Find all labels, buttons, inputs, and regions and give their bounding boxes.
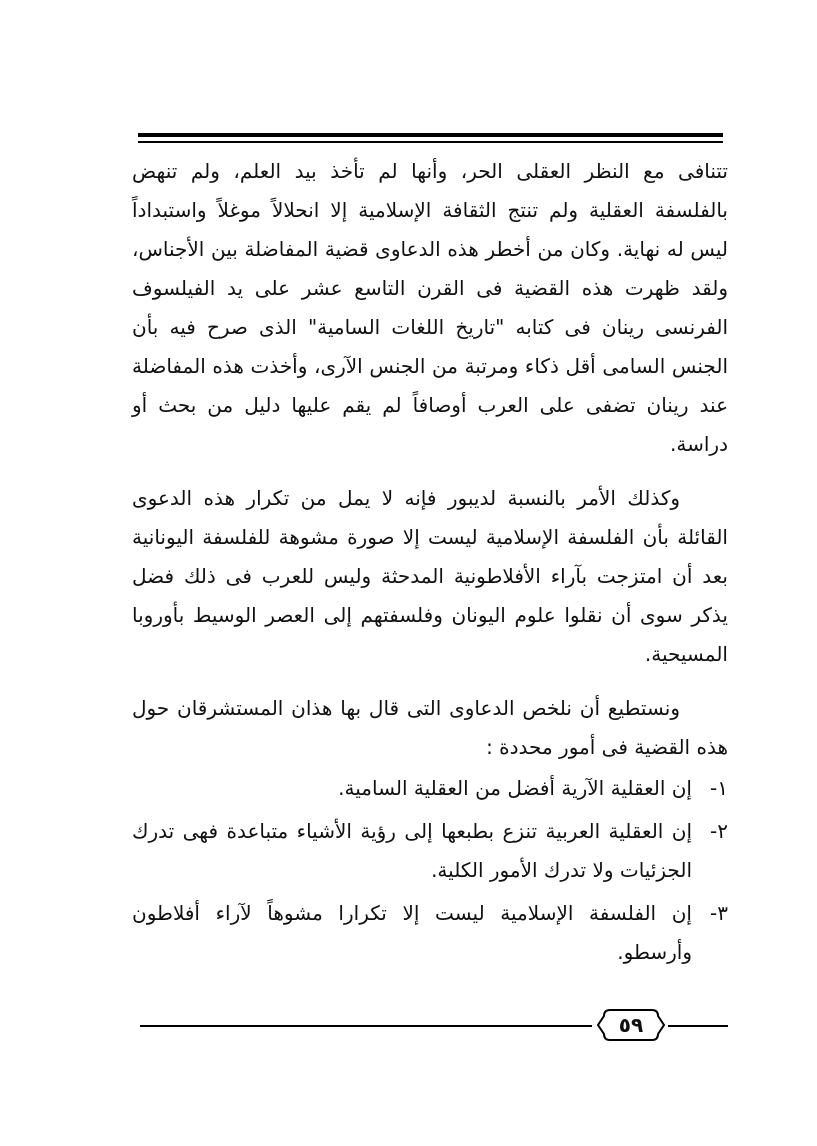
list-item-text: إن العقلية العربية تنزع بطبعها إلى رؤية الأشياء متباعدة فهى تدرك الجزئيات ولا تدرك الأمور الكلية. bbox=[132, 819, 692, 882]
page-number: ٥٩ bbox=[618, 1013, 644, 1037]
footer-rule-right bbox=[668, 1025, 728, 1027]
list-item bbox=[132, 894, 728, 972]
list-item bbox=[132, 812, 728, 890]
header-rule-thin bbox=[138, 141, 723, 143]
paragraph-3: ونستطيع أن نلخص الدعاوى التى قال بها هذان المستشرقان حول هذه القضية فى أمور محددة : bbox=[132, 696, 728, 759]
list-item-text: إن العقلية الآرية أفضل من العقلية السامية. bbox=[338, 776, 692, 800]
list-item-text: إن الفلسفة الإسلامية ليست إلا تكرارا مشوهاً لآراء أفلاطون وأرسطو. bbox=[132, 901, 692, 964]
body-text bbox=[132, 152, 728, 976]
list-item-number: ١- bbox=[710, 776, 728, 800]
header-rule-thick bbox=[138, 133, 723, 137]
paragraph-2: وكذلك الأمر بالنسبة لديبور فإنه لا يمل من تكرار هذه الدعوى القائلة بأن الفلسفة الإسلامية ليست إلا صورة مشوهة للفلسفة اليونانية بعد أن امتزجت بآراء الأفلاطونية المدحثة وليس للعرب فى ذلك فضل يذكر سوى أن نقلوا علوم اليونان وفلسفتهم إلى العصر الوسيط بأوروبا المسيحية. bbox=[132, 486, 728, 666]
footer-rule-left bbox=[140, 1025, 592, 1027]
list-item-number: ٣- bbox=[710, 901, 728, 925]
list-item bbox=[132, 769, 728, 808]
claims-list bbox=[132, 769, 728, 972]
list-item-number: ٢- bbox=[710, 819, 728, 843]
paragraph-1: تتنافى مع النظر العقلى الحر، وأنها لم تأخذ بيد العلم، ولم تنهض بالفلسفة العقلية ولم تنتج الثقافة الإسلامية إلا انحلالاً موغلاً واستبداداً ليس له نهاية. وكان من أخطر هذه الدعاوى قضية المفاضلة بين الأجناس، ولقد ظهرت هذه القضية فى القرن التاسع عشر على يد الفيلسوف الفرنسى رينان فى كتابه "تاريخ اللغات السامية" الذى صرح فيه بأن الجنس السامى أقل ذكاء ومرتبة من الجنس الآرى، وأخذت هذه المفاضلة عند رينان تضفى على العرب أوصافاً لم يقم عليها دليل من بحث أو دراسة. bbox=[132, 159, 728, 456]
page-number-badge bbox=[596, 1006, 666, 1044]
